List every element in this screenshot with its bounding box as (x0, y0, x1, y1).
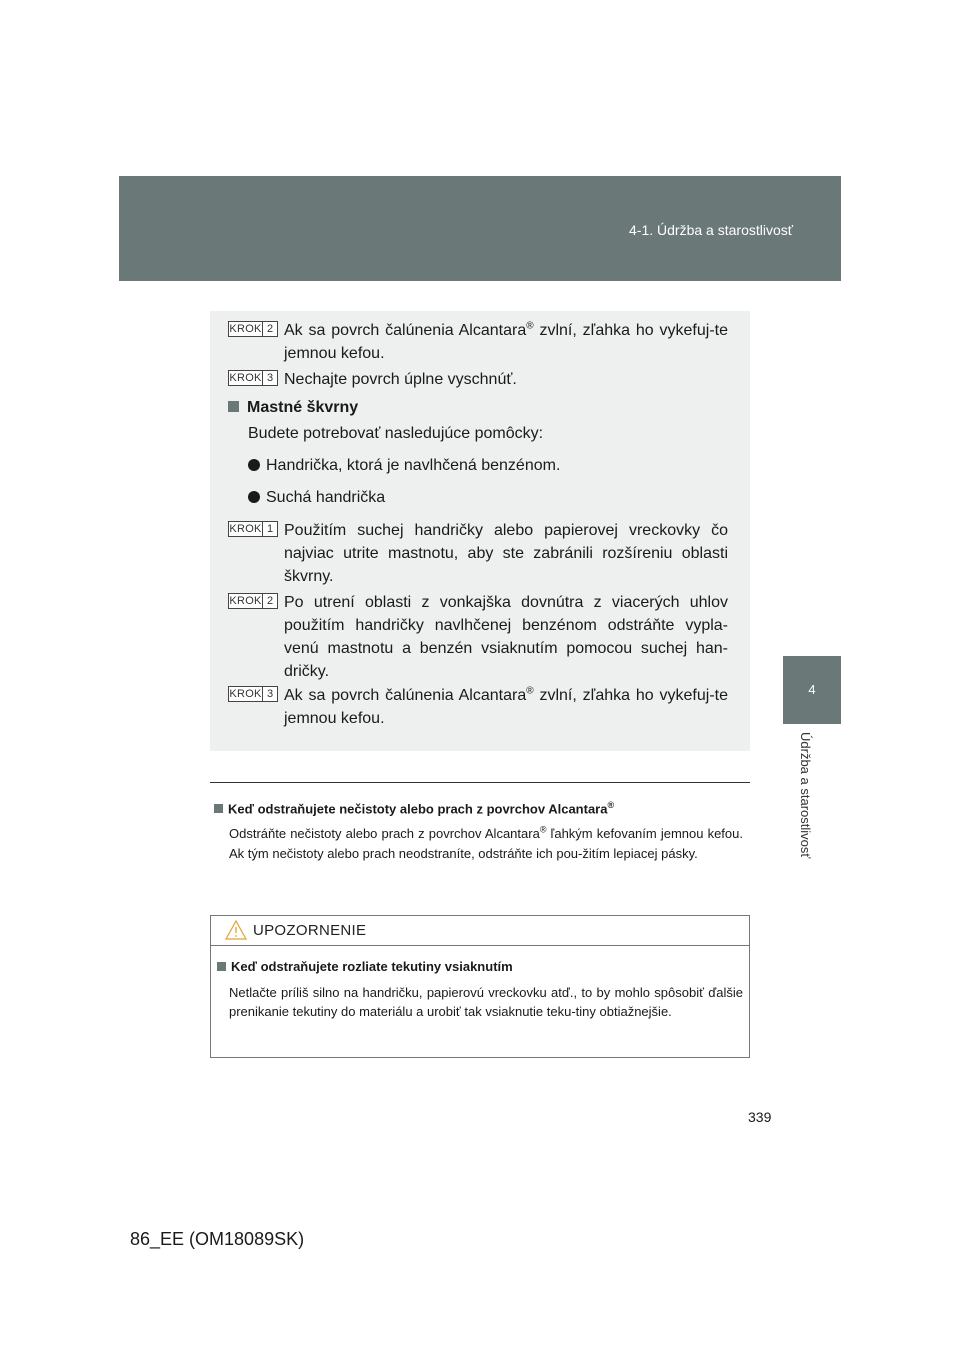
step-krok-2a (228, 319, 728, 365)
list-item: Handrička, ktorá je navlhčená benzénom. (248, 457, 560, 475)
step-krok-3a (228, 368, 728, 391)
page-number: 339 (748, 1109, 772, 1125)
step-text: Ak sa povrch čalúnenia Alcantara® zvlní, zľahka ho vykefuj-te jemnou kefou. (284, 320, 728, 362)
warning-box (210, 915, 750, 1058)
step-krok-3b (228, 684, 728, 730)
step-text: Nechajte povrch úplne vyschnúť. (284, 371, 517, 388)
krok-badge: KROK 3 (228, 686, 278, 702)
list-item: Suchá handrička (248, 489, 385, 507)
warning-title: UPOZORNENIE (253, 922, 367, 939)
warning-subheading: Keď odstraňujete rozliate tekutiny vsiaknutím (217, 959, 513, 974)
needs-text: Budete potrebovať nasledujúce pomôcky: (248, 425, 544, 442)
section-title: 4-1. Údržba a starostlivosť (629, 222, 793, 238)
krok-badge: KROK 2 (228, 593, 278, 609)
grease-heading: Mastné škvrny (228, 399, 358, 417)
step-text: Po utrení oblasti z vonkajška dovnútra z viacerých uhlov použitím handričky navlhčenej benzénom odstráňte vypla-venú mastnotu a benzén vsiaknutím pomocou suchej han-dričky. (284, 594, 728, 680)
step-text: Použitím suchej handričky alebo papierovej vreckovky čo najviac utrite mastnotu, aby ste zabránili rozšíreniu oblasti škvrny. (284, 522, 728, 585)
note-body: Odstráňte nečistoty alebo prach z povrchov Alcantara® ľahkým kefovaním jemnou kefou. Ak tým nečistoty alebo prach neodstraníte, odstráňte ich pou-žitím lepiacej pásky. (229, 824, 743, 861)
step-text: Ak sa povrch čalúnenia Alcantara® zvlní, zľahka ho vykefuj-te jemnou kefou. (284, 685, 728, 727)
krok-badge: KROK 2 (228, 321, 278, 337)
step-krok-2b (228, 591, 728, 683)
dot-bullet-icon (248, 491, 260, 503)
warning-header (211, 916, 749, 946)
divider (210, 782, 750, 783)
note-heading: Keď odstraňujete nečistoty alebo prach z povrchov Alcantara® (214, 800, 614, 816)
chapter-tab (783, 656, 841, 724)
warning-body: Netlačte príliš silno na handričku, papierovú vreckovku atď., to by mohlo spôsobiť ďalšie prenikanie tekutiny do materiálu a urobiť tak vsiaknutie teku-tiny obtiažnejšie. (229, 985, 743, 1019)
warning-triangle-icon (225, 920, 247, 945)
square-bullet-icon (214, 804, 223, 813)
chapter-number: 4 (808, 682, 816, 697)
document-code: 86_EE (OM18089SK) (130, 1229, 305, 1249)
square-bullet-icon (217, 962, 226, 971)
instructions-box (210, 311, 750, 751)
krok-badge: KROK 1 (228, 521, 278, 537)
step-krok-1b (228, 519, 728, 588)
dot-bullet-icon (248, 459, 260, 471)
chapter-label: Údržba a starostlivosť (798, 732, 813, 859)
square-bullet-icon (228, 401, 239, 412)
krok-badge: KROK 3 (228, 370, 278, 386)
header-band (119, 176, 841, 281)
